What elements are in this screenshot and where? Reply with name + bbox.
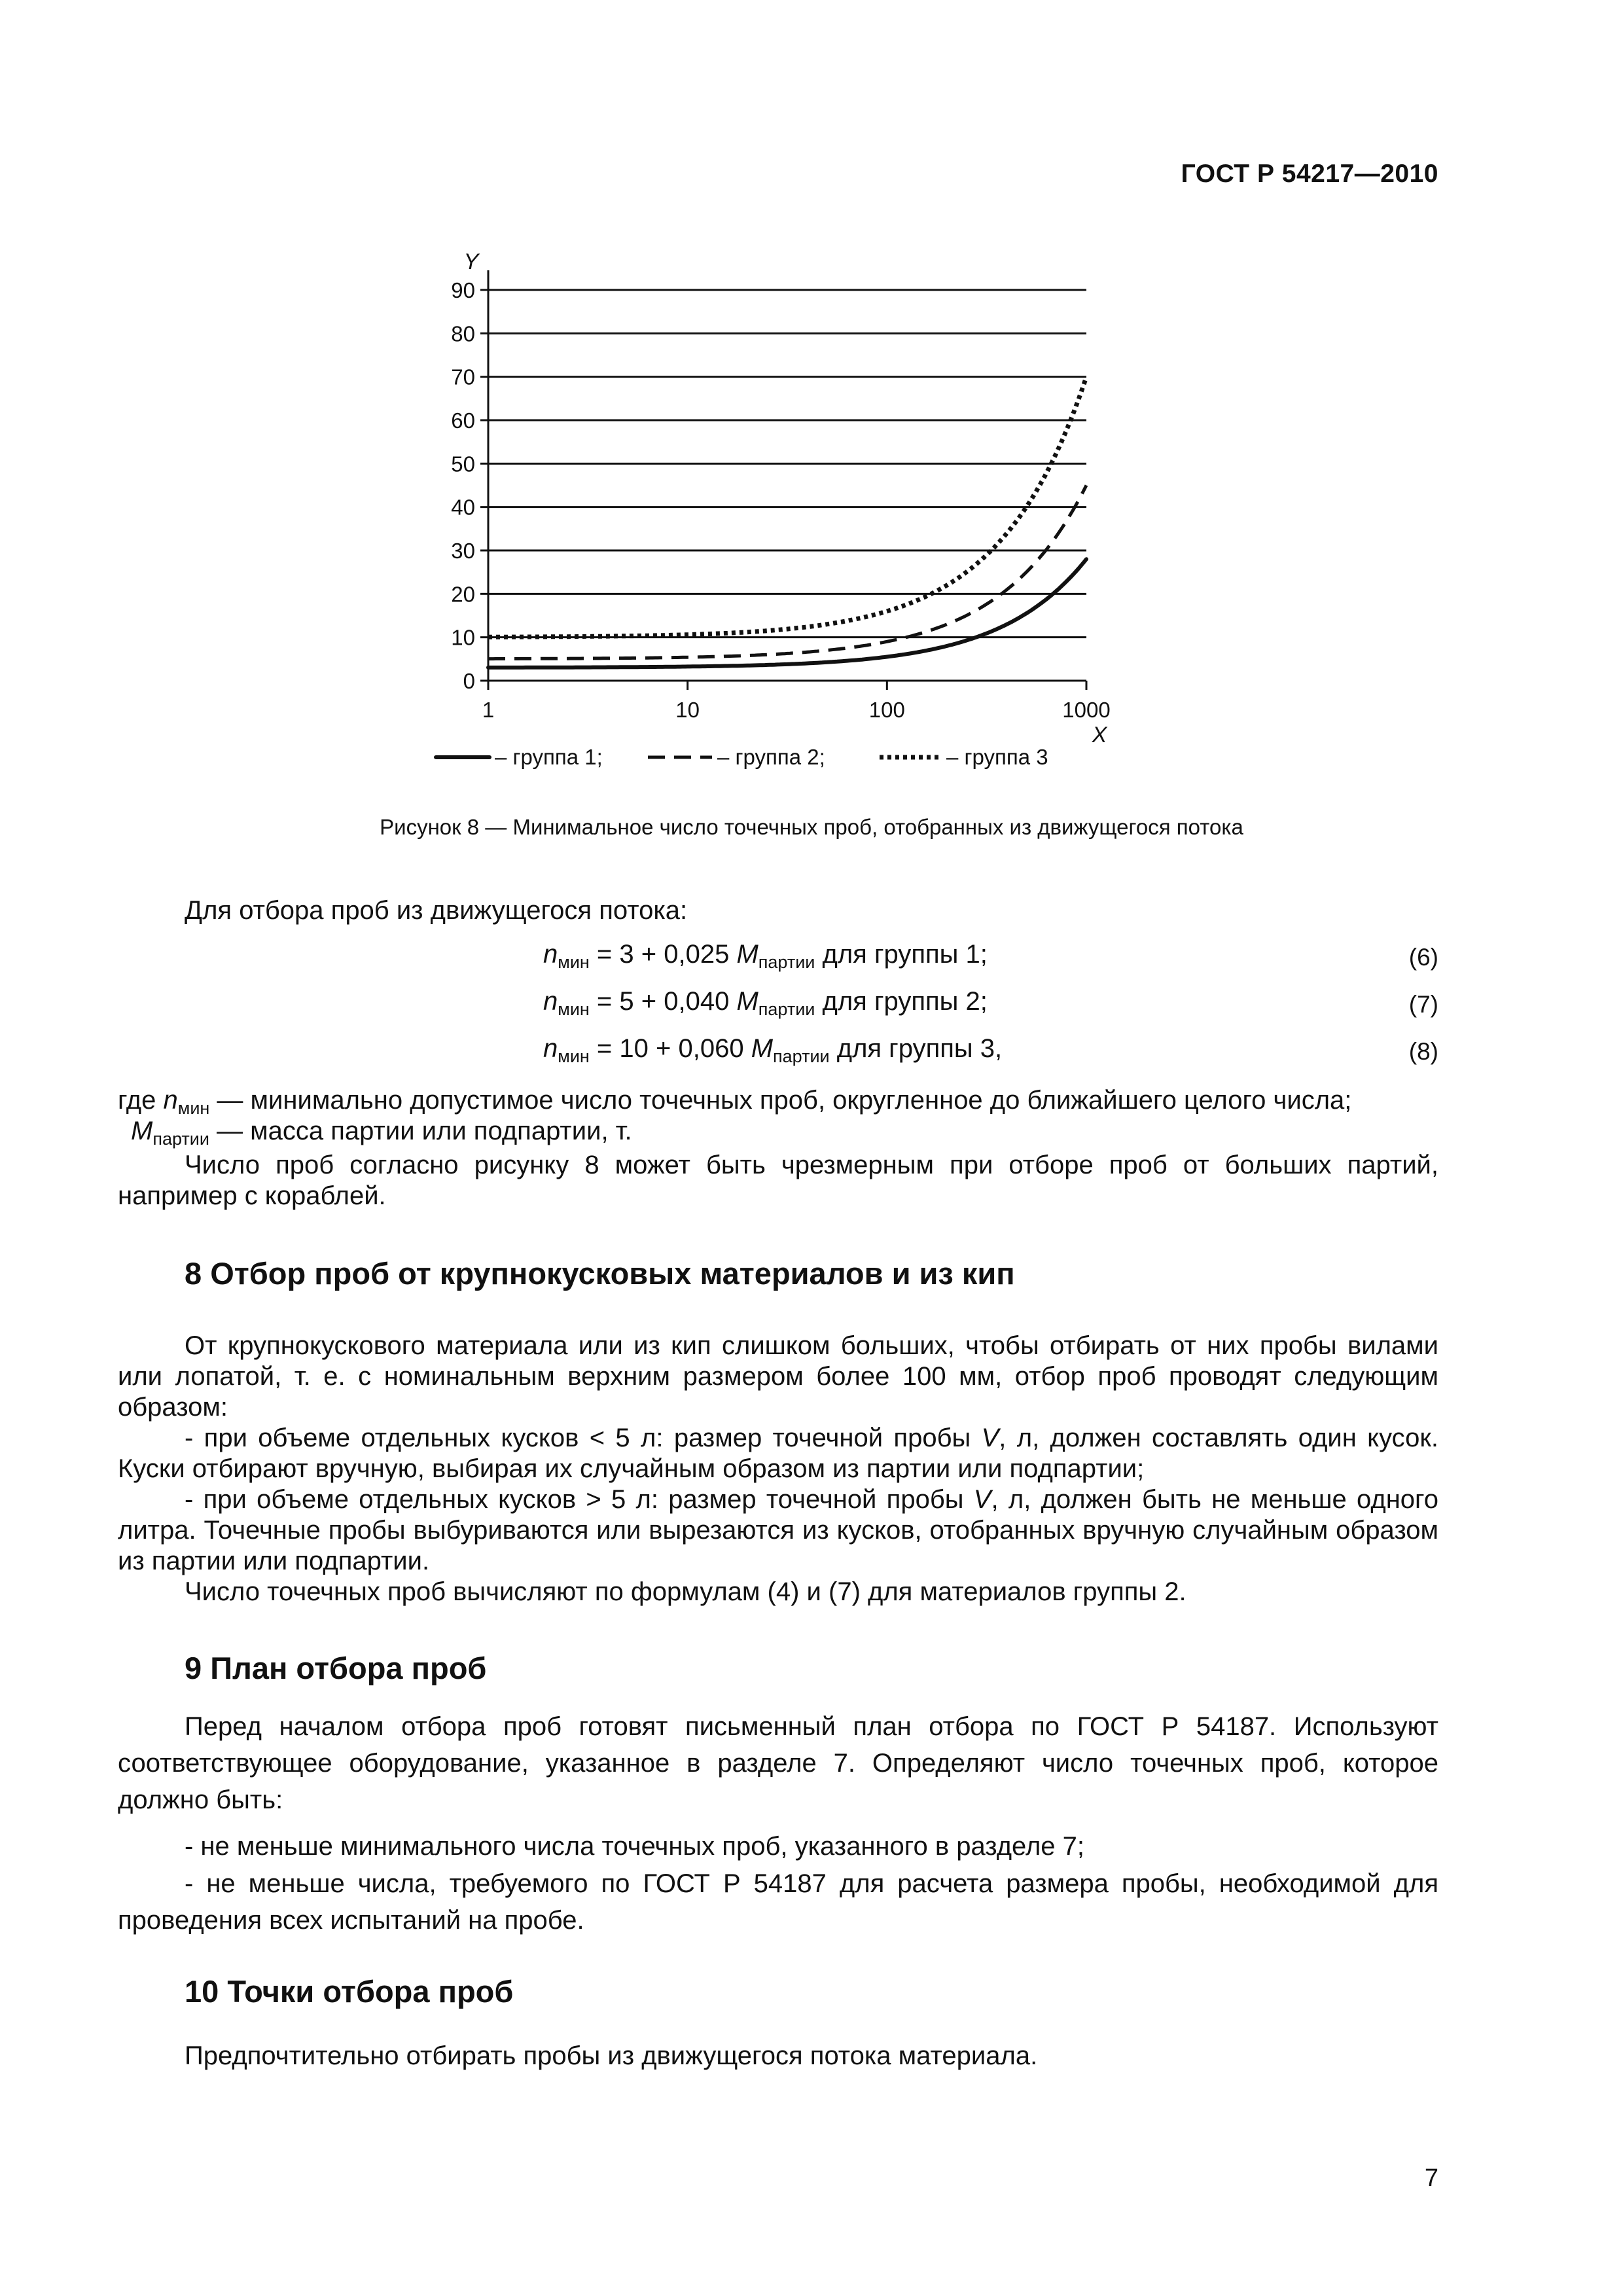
y-tick-label-50: 50	[451, 452, 475, 476]
section-9-item-1: - не меньше минимального числа точечных проб, указанного в разделе 7;	[185, 1832, 1085, 1861]
legend-label-1: – группа 1;	[495, 745, 603, 769]
where-n-line: где $n_{мин}$ — минимально допустимое число точечных проб, округленное до ближайшего целого числа;	[118, 1086, 1352, 1118]
sampling-chart	[432, 242, 1126, 792]
y-tick-label-60: 60	[451, 408, 475, 433]
series-group-1	[488, 559, 1086, 668]
equation-number-2: (7)	[1408, 991, 1438, 1018]
equation-2: $n_{мин} = 5 + 0,040$ $M_{партии}$ для группы 2;	[543, 987, 988, 1019]
section-9-item-2: - не меньше числа, требуемого по ГОСТ Р 54187 для расчета размера пробы, необходимой для проведения всех испытаний на пробе.	[118, 1869, 1438, 1935]
section-10-heading: 10 Точки отбора проб	[185, 1974, 514, 2009]
x-axis	[482, 681, 1111, 747]
y-tick-label-10: 10	[451, 625, 475, 650]
series-group-2	[488, 486, 1086, 659]
section-8-paragraph: От крупнокускового материала или из кип слишком больших, чтобы отбирать от них пробы вилами или лопатой, т. е. с номинальным верхним размером более 100 мм, отбор проб проводят следующим образом:	[118, 1331, 1438, 1422]
y-tick-label-40: 40	[451, 495, 475, 520]
chart-grid	[488, 290, 1086, 637]
page-number: 7	[1424, 2164, 1438, 2192]
x-tick-label-10: 10	[675, 698, 700, 722]
y-tick-label-0: 0	[463, 669, 475, 693]
section-10-paragraph: Предпочтительно отбирать пробы из движущегося потока материала.	[185, 2041, 1038, 2070]
equation-number-1: (6)	[1408, 944, 1438, 971]
section-8-item-2: - при объеме отдельных кусков > 5 л: размер точечной пробы V, л, должен быть не меньше одного литра. Точечные пробы выбуриваются или вырезаются из кусков, отобранных вручную случайным образом из партии или подпартии.	[118, 1485, 1438, 1575]
section-8-heading: 8 Отбор проб от крупнокусковых материалов и из кип	[185, 1256, 1015, 1291]
chart-legend	[436, 745, 1048, 769]
figure-caption: Рисунок 8 — Минимальное число точечных проб, отобранных из движущегося потока	[380, 815, 1243, 839]
section-9-heading: 9 План отбора проб	[185, 1651, 487, 1685]
equation-3: $n_{мин} = 10 + 0,060$ $M_{партии}$ для группы 3,	[543, 1034, 1003, 1066]
y-axis	[451, 249, 488, 693]
y-tick-label-20: 20	[451, 582, 475, 607]
paragraph-intro: Для отбора проб из движущегося потока:	[185, 896, 688, 925]
section-8-last: Число точечных проб вычисляют по формулам (4) и (7) для материалов группы 2.	[185, 1577, 1186, 1606]
where-m-line: $M_{партии}$ — масса партии или подпартии, т.	[131, 1117, 632, 1149]
section-9-paragraph: Перед началом отбора проб готовят письменный план отбора по ГОСТ Р 54187. Используют соответствующее оборудование, указанное в разделе 7. Определяют число точечных проб, которое должно быть:	[118, 1712, 1438, 1814]
x-axis-label: X	[1092, 723, 1107, 747]
x-tick-label-1000: 1000	[1062, 698, 1111, 722]
section-8-item-1: - при объеме отдельных кусков < 5 л: размер точечной пробы V, л, должен составлять один кусок. Куски отбирают вручную, выбирая их случайным образом из партии или подпартии;	[118, 1424, 1438, 1483]
equation-1: $n_{мин} = 3 + 0,025$ $M_{партии}$ для группы 1;	[543, 940, 988, 972]
y-tick-label-90: 90	[451, 278, 475, 302]
x-tick-label-1: 1	[482, 698, 495, 722]
equation-number-3: (8)	[1408, 1038, 1438, 1065]
y-tick-label-70: 70	[451, 365, 475, 389]
y-tick-label-80: 80	[451, 321, 475, 346]
standard-designation: ГОСТ Р 54217—2010	[1181, 160, 1438, 188]
y-axis-label: Y	[463, 249, 479, 274]
x-tick-label-100: 100	[868, 698, 905, 722]
paragraph-note: Число проб согласно рисунку 8 может быть чрезмерным при отборе проб от больших партий, например с кораблей.	[118, 1151, 1438, 1210]
legend-label-3: – группа 3	[946, 745, 1048, 769]
y-tick-label-30: 30	[451, 539, 475, 563]
legend-label-2: – группа 2;	[717, 745, 825, 769]
